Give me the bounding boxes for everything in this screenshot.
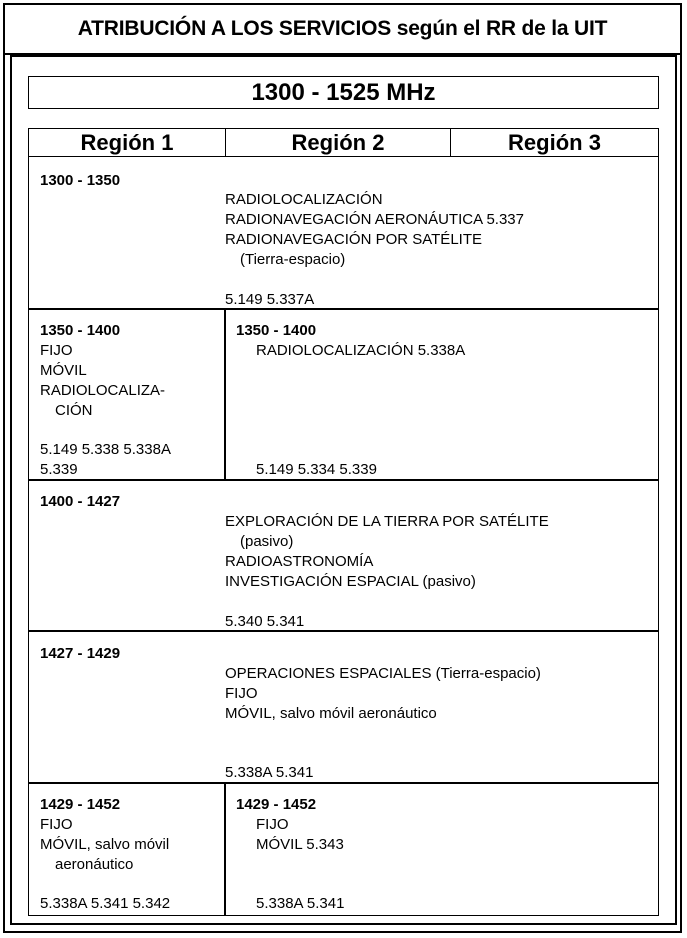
- region-2-header: Región 2: [225, 128, 451, 157]
- footnote-refs: 5.338A 5.341: [225, 764, 314, 781]
- service-label: (pasivo): [240, 533, 294, 550]
- service-label: RADIOASTRONOMÍA: [225, 553, 374, 570]
- row-divider: [28, 782, 659, 784]
- service-label: EXPLORACIÓN DE LA TIERRA POR SATÉLITE: [225, 513, 549, 530]
- service-label: FIJO: [225, 685, 258, 702]
- footnote-refs: 5.338A 5.341: [256, 895, 345, 912]
- band-range: 1429 - 1452: [40, 796, 121, 813]
- footnote-refs: 5.149 5.337A: [225, 291, 315, 308]
- service-label: MÓVIL, salvo móvil: [40, 836, 170, 853]
- footnote-refs: 5.149 5.338 5.338A: [40, 441, 171, 458]
- service-label: RADIONAVEGACIÓN AERONÁUTICA 5.337: [225, 211, 524, 228]
- region-1-header: Región 1: [28, 128, 226, 157]
- footnote-refs: 5.340 5.341: [225, 613, 305, 630]
- column-divider: [224, 309, 226, 480]
- column-divider: [224, 783, 226, 916]
- service-label: OPERACIONES ESPACIALES (Tierra-espacio): [225, 665, 541, 682]
- service-label: RADIOLOCALIZA-: [40, 382, 166, 399]
- service-label: RADIONAVEGACIÓN POR SATÉLITE: [225, 231, 482, 248]
- band-range: 1400 - 1427: [40, 493, 121, 510]
- service-label: MÓVIL, salvo móvil aeronáutico: [225, 705, 437, 722]
- region-3-header: Región 3: [450, 128, 659, 157]
- band-range: 1429 - 1452: [236, 796, 317, 813]
- row-divider: [28, 308, 659, 310]
- service-label: FIJO: [40, 816, 73, 833]
- footnote-refs: 5.149 5.334 5.339: [256, 461, 377, 478]
- service-label: aeronáutico: [55, 856, 134, 873]
- service-label: MÓVIL 5.343: [256, 836, 344, 853]
- page-title: ATRIBUCIÓN A LOS SERVICIOS según el RR de la UIT: [5, 5, 680, 55]
- service-label: INVESTIGACIÓN ESPACIAL (pasivo): [225, 573, 476, 590]
- band-range: 1300 - 1350: [40, 172, 121, 189]
- footnote-refs: 5.338A 5.341 5.342: [40, 895, 171, 912]
- service-label: (Tierra-espacio): [240, 251, 346, 268]
- service-label: CIÓN: [55, 402, 93, 419]
- band-range: 1427 - 1429: [40, 645, 121, 662]
- service-label: MÓVIL: [40, 362, 87, 379]
- footnote-refs: 5.339: [40, 461, 78, 478]
- band-range: 1350 - 1400: [236, 322, 317, 339]
- service-label: FIJO: [40, 342, 73, 359]
- allocation-table: [28, 156, 659, 916]
- band-range: 1350 - 1400: [40, 322, 121, 339]
- service-label: RADIOLOCALIZACIÓN: [225, 191, 383, 208]
- frequency-band-header: 1300 - 1525 MHz: [28, 76, 659, 109]
- service-label: RADIOLOCALIZACIÓN 5.338A: [256, 342, 466, 359]
- row-divider: [28, 630, 659, 632]
- service-label: FIJO: [256, 816, 289, 833]
